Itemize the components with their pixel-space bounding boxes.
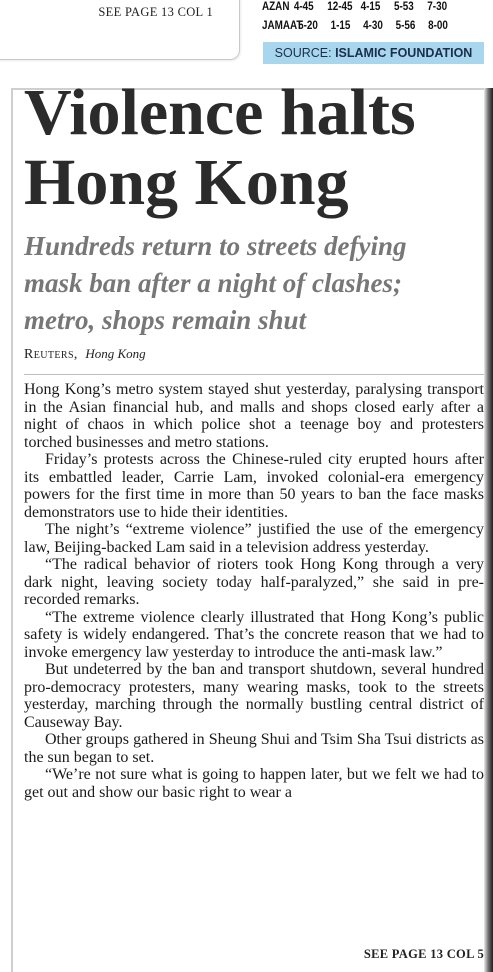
article-paragraph: Hong Kong’s metro system stayed shut yesterday, paralysing transport in the Asian financial hub, and malls and shops closed early after a night of chaos in which police shot a teenage boy and protesters torched businesses and metro stations. <box>24 381 484 451</box>
prayer-row-jamaat <box>262 16 461 35</box>
article-paragraph: Other groups gathered in Sheung Shui and Tsim Sha Tsui districts as the sun began to set. <box>24 731 484 766</box>
page-fold-shadow <box>484 88 493 972</box>
section-left-rule <box>11 88 13 972</box>
subheadline-line: mask ban after a night of clashes; <box>24 268 403 298</box>
prayer-row-label: JAMAAT <box>262 19 303 32</box>
prayer-row-azan <box>262 0 461 16</box>
prayer-time: 7-30 <box>427 0 448 13</box>
article-paragraph: Friday’s protests across the Chinese-ruled city erupted hours after its embattled leader, Carrie Lam, invoked colonial-era emergency powers for the first time in more than 50 years to ban the face masks demonstrators use to hide their identities. <box>24 451 484 521</box>
subheadline-line: metro, shops remain shut <box>24 305 307 335</box>
prayer-time: 5-56 <box>395 19 416 32</box>
byline-agency: Reuters, <box>24 347 78 362</box>
headline <box>24 78 484 218</box>
article-body <box>24 381 484 801</box>
prayer-time: 5-20 <box>298 19 318 32</box>
prayer-time: 4-45 <box>293 0 314 13</box>
byline-divider <box>24 374 484 375</box>
subheadline-line: Hundreds return to streets defying <box>24 231 407 261</box>
prayer-row-label: AZAN <box>262 0 290 13</box>
headline-line: Violence halts <box>24 76 416 149</box>
teaser-box <box>0 0 240 60</box>
headline-line: Hong Kong <box>24 146 349 219</box>
prayer-time: 8-00 <box>428 19 448 32</box>
source-label: SOURCE: <box>274 46 332 60</box>
teaser-page-reference: SEE PAGE 13 COL 1 <box>98 5 213 19</box>
source-name: ISLAMIC FOUNDATION <box>335 46 473 60</box>
article-paragraph: “The radical behavior of rioters took Hong Kong through a very dark night, leaving society today half-paralyzed,” she said in pre-recorded remarks. <box>24 556 484 608</box>
byline <box>24 346 146 363</box>
article-paragraph: “We’re not sure what is going to happen later, but we felt we had to get out and show our basic right to wear a <box>24 766 484 801</box>
source-banner <box>263 42 484 64</box>
article-paragraph: “The extreme violence clearly illustrated that Hong Kong’s public safety is widely endangered. That’s the concrete reason that we had to invoke emergency law yesterday to introduce the anti-mask law.” <box>24 608 484 661</box>
prayer-time: 4-30 <box>363 19 383 32</box>
article-paragraph: The night’s “extreme violence” justified the use of the emergency law, Beijing-backed Lam said in a television address yesterday. <box>24 521 484 556</box>
prayer-time: 1-15 <box>330 19 351 32</box>
subheadline <box>24 228 484 339</box>
article-paragraph: But undeterred by the ban and transport shutdown, several hundred pro-democracy protesters, many wearing masks, took to the streets yesterday, marching through the normally bustling central district of Causeway Bay. <box>24 661 484 731</box>
byline-dateline: Hong Kong <box>85 346 146 361</box>
prayer-time: 12-45 <box>327 0 353 13</box>
prayer-time: 4-15 <box>360 0 381 13</box>
prayer-time: 5-53 <box>393 0 414 13</box>
continued-page-reference: SEE PAGE 13 COL 5 <box>363 947 484 961</box>
prayer-times-table <box>262 0 461 35</box>
